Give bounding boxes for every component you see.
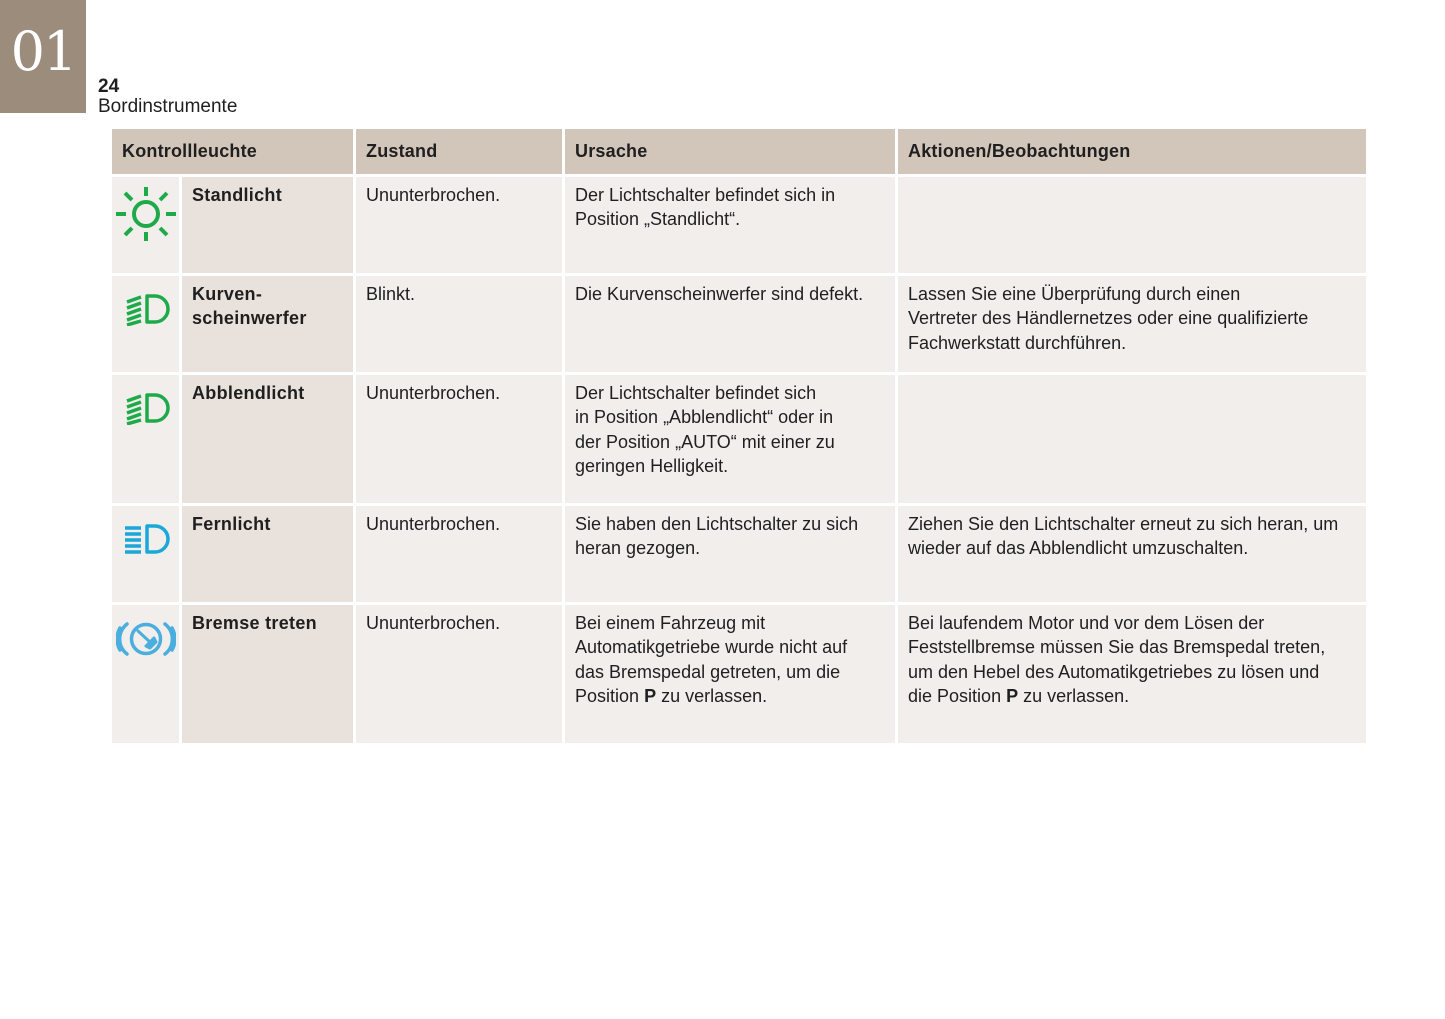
column-header-state: Zustand xyxy=(356,129,562,174)
chapter-tab xyxy=(0,0,86,113)
light-name: Fernlicht xyxy=(182,506,353,602)
table-row xyxy=(112,605,1366,743)
brake-pedal-icon xyxy=(112,605,179,668)
column-header-actions: Aktionen/Beobachtungen xyxy=(898,129,1366,174)
table-row xyxy=(112,177,1366,273)
section-title: Bordinstrumente xyxy=(98,96,238,117)
table-row xyxy=(112,375,1366,503)
state-cell: Ununterbrochen. xyxy=(356,375,562,503)
table-row xyxy=(112,276,1366,372)
icon-cell xyxy=(112,375,179,503)
state-cell: Ununterbrochen. xyxy=(356,177,562,273)
state-cell: Ununterbrochen. xyxy=(356,605,562,743)
column-header-cause: Ursache xyxy=(565,129,895,174)
icon-cell xyxy=(112,177,179,273)
warning-lights-table xyxy=(109,126,1369,746)
sidelight-icon xyxy=(112,177,179,251)
icon-cell xyxy=(112,276,179,372)
chapter-number: 01 xyxy=(10,20,76,83)
action-cell xyxy=(898,177,1366,273)
cause-cell: Der Lichtschalter befindet sich in Position „Standlicht“. xyxy=(565,177,895,273)
action-cell: Bei laufendem Motor und vor dem Lösen der Feststellbremse müssen Sie das Bremspedal treten, um den Hebel des Automatikgetriebes zu lösen und die Position P zu verlassen. xyxy=(898,605,1366,743)
dipped-beam-icon xyxy=(112,375,179,431)
page-number: 24 xyxy=(98,76,120,97)
light-name: Abblendlicht xyxy=(182,375,353,503)
cause-cell: Der Lichtschalter befindet sich in Position „Abblendlicht“ oder in der Position „AUTO“ mit einer zu geringen Helligkeit. xyxy=(565,375,895,503)
cause-cell: Sie haben den Lichtschalter zu sich heran gezogen. xyxy=(565,506,895,602)
cause-cell: Bei einem Fahrzeug mit Automatikgetriebe wurde nicht auf das Bremspedal getreten, um die Position P zu verlassen. xyxy=(565,605,895,743)
light-name: Bremse treten xyxy=(182,605,353,743)
icon-cell xyxy=(112,605,179,743)
action-cell: Lassen Sie eine Überprüfung durch einen Vertreter des Händlernetzes oder eine qualifizierte Fachwerkstatt durchführen. xyxy=(898,276,1366,372)
state-cell: Blinkt. xyxy=(356,276,562,372)
column-header-warning-light: Kontrollleuchte xyxy=(112,129,353,174)
table-header-row xyxy=(112,129,1366,174)
table-row xyxy=(112,506,1366,602)
cornering-light-icon xyxy=(112,276,179,332)
main-beam-icon xyxy=(112,506,179,562)
icon-cell xyxy=(112,506,179,602)
action-cell xyxy=(898,375,1366,503)
state-cell: Ununterbrochen. xyxy=(356,506,562,602)
light-name: Standlicht xyxy=(182,177,353,273)
cause-cell: Die Kurvenscheinwerfer sind defekt. xyxy=(565,276,895,372)
action-cell: Ziehen Sie den Lichtschalter erneut zu sich heran, um wieder auf das Abblendlicht umzuschalten. xyxy=(898,506,1366,602)
light-name: Kurven- scheinwerfer xyxy=(182,276,353,372)
